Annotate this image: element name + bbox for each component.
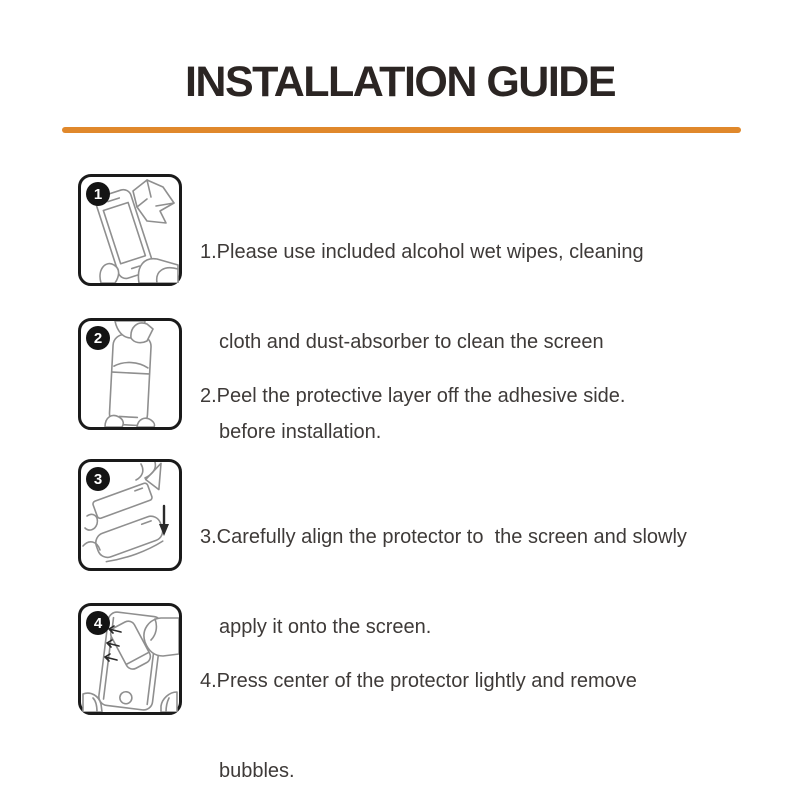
step-2-icon-box: [78, 318, 182, 430]
accent-divider: [62, 127, 741, 133]
step-row-4: [0, 603, 800, 782]
step-number: 3: [93, 470, 103, 488]
step-text-line: bubbles.: [219, 760, 295, 782]
step-number-badge: [86, 326, 110, 350]
step-text-line: before installation.: [219, 421, 382, 443]
step-number: 2: [93, 329, 103, 347]
step-number-badge: [86, 611, 110, 635]
step-text-line: cloth and dust-absorber to clean the screen: [219, 331, 604, 353]
step-text-line: 1.Please use included alcohol wet wipes, cleaning: [200, 241, 644, 263]
step-text-line: apply it onto the screen.: [219, 616, 432, 638]
step-1-icon-box: [78, 174, 182, 286]
step-text-line: 4.Press center of the protector lightly and remove: [200, 670, 637, 692]
step-row-2: [0, 318, 800, 438]
step-text-line: 2.Peel the protective layer off the adhesive side.: [200, 385, 626, 407]
step-2-text: [200, 321, 625, 471]
step-4-text: [200, 606, 637, 800]
step-number: 1: [93, 185, 103, 203]
step-3-icon-box: [78, 459, 182, 571]
step-text-line: 3.Carefully align the protector to the screen and slowly: [200, 526, 687, 548]
step-4-icon-box: [78, 603, 182, 715]
page-title: INSTALLATION GUIDE: [184, 58, 616, 106]
step-number: 4: [93, 614, 103, 632]
step-number-badge: [86, 182, 110, 206]
step-row-3: [0, 459, 800, 638]
step-number-badge: [86, 467, 110, 491]
